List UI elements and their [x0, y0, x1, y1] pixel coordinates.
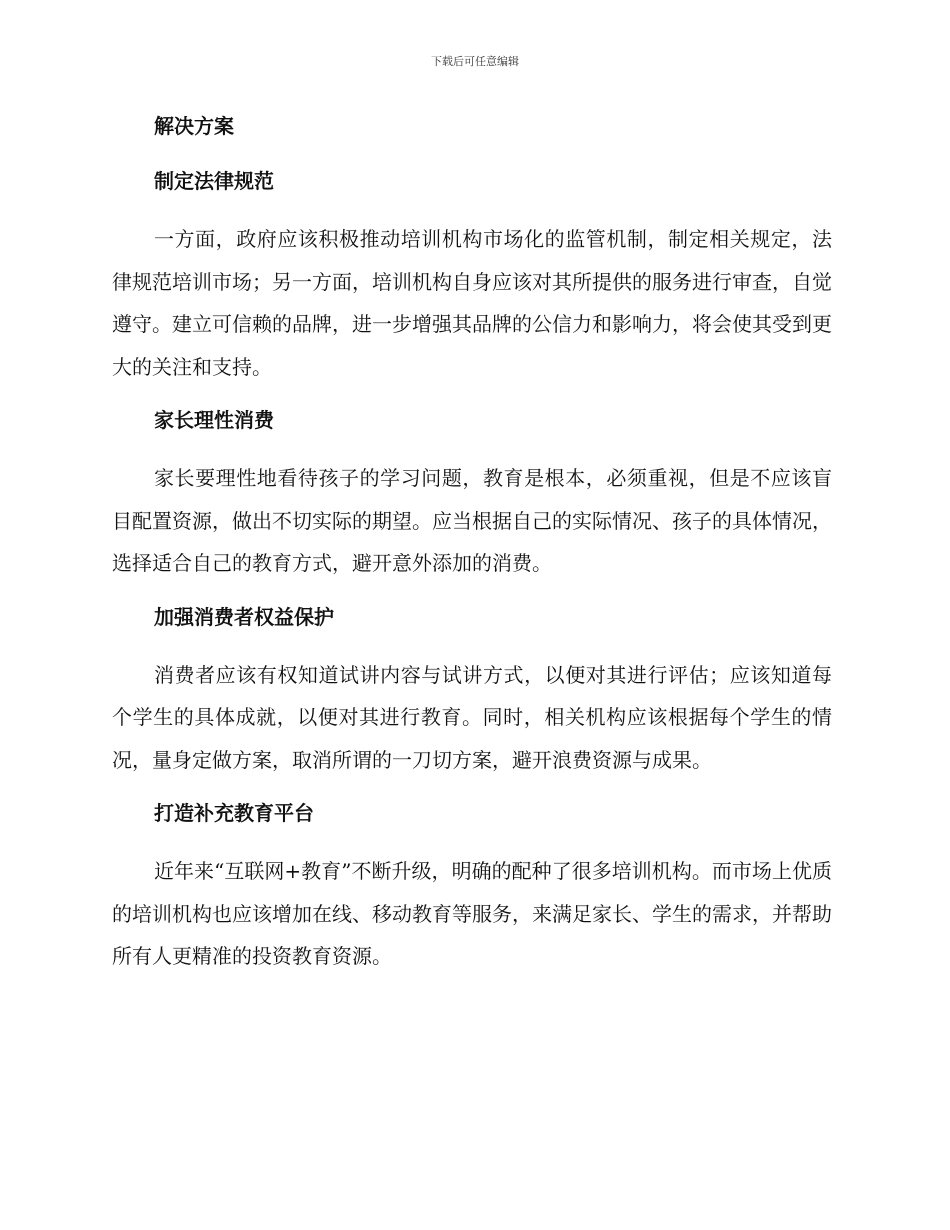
section-paragraph: 一方面，政府应该积极推动培训机构市场化的监管机制，制定相关规定，法律规范培训市场；另一方面，培训机构自身应该对其所提供的服务进行审查，自觉遵守。建立可信赖的品牌，进一步增强其品牌的公信力和影响力，将会使其受到更大的关注和支持。	[112, 227, 832, 379]
page-header-note: 下载后可任意编辑	[431, 55, 519, 68]
document-title: 解决方案	[154, 114, 234, 138]
document-body	[112, 108, 832, 992]
section-heading: 家长理性消费	[154, 408, 274, 432]
section-paragraph: 家长要理性地看待孩子的学习问题，教育是根本，必须重视，但是不应该盲目配置资源，做出不切实际的期望。应当根据自己的实际情况、孩子的具体情况，选择适合自己的教育方式，避开意外添加的消费。	[112, 466, 832, 575]
section-heading: 加强消费者权益保护	[154, 604, 334, 629]
section-paragraph: 近年来“互联网+教育”不断升级，明确的配种了很多培训机构。而市场上优质的培训机构也应该增加在线、移动教育等服务，来满足家长、学生的需求，并帮助所有人更精准的投资教育资源。	[112, 859, 832, 968]
section-paragraph: 消费者应该有权知道试讲内容与试讲方式，以便对其进行评估；应该知道每个学生的具体成就，以便对其进行教育。同时，相关机构应该根据每个学生的情况，量身定做方案，取消所谓的一刀切方案，避开浪费资源与成果。	[112, 662, 832, 772]
section-heading: 打造补充教育平台	[154, 801, 314, 825]
section-heading: 制定法律规范	[154, 169, 274, 193]
